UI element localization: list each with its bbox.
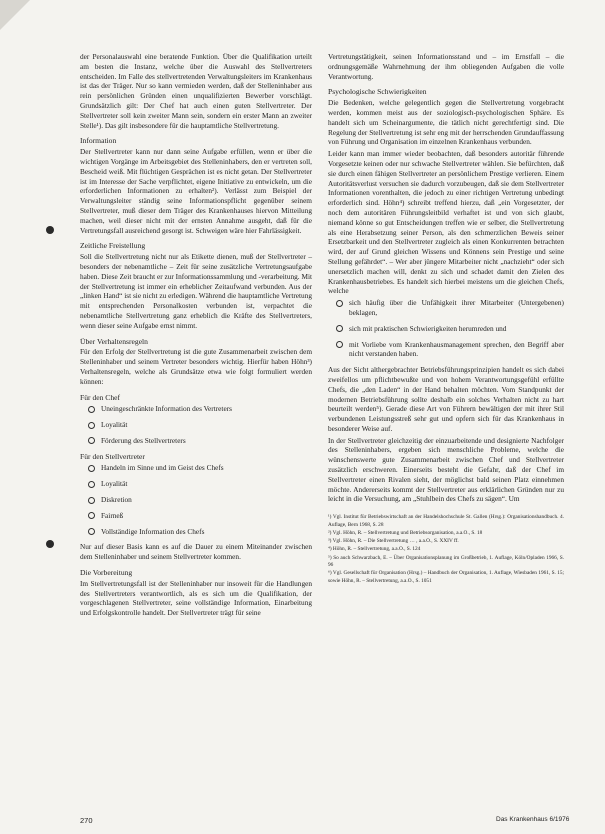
circle-bullet-icon — [88, 497, 95, 504]
left-column — [80, 52, 312, 620]
list-item: Vollständige Information des Chefs — [88, 527, 312, 537]
paragraph: Vertretungstätigkeit, seinen Informationsstand und – im Ernstfall – die ordnungsgemäße Wahrnehmung der ihm obliegenden Aufgaben die volle Verantwortung. — [328, 52, 564, 81]
punch-hole — [46, 226, 54, 234]
folded-corner — [0, 0, 30, 30]
circle-bullet-icon — [336, 325, 343, 332]
circle-bullet-icon — [88, 422, 95, 429]
circle-bullet-icon — [88, 437, 95, 444]
circle-bullet-icon — [88, 512, 95, 519]
paragraph: Die Bedenken, welche gelegentlich gegen die Stellvertretung vorgebracht werden, kommen meist aus der soziologisch-psychologischen Sphäre. Es handelt sich um Scheinargumente, die tätlich nicht gerechtfertigt sind. Die Regelung der Stellvertretung ist sehr eng mit der herrschenden Grundauffassung von Führung und Organisation im einzelnen Krankenhaus verbunden. — [328, 98, 564, 147]
page-number: 270 — [80, 816, 93, 825]
circle-bullet-icon — [88, 465, 95, 472]
list-item: Uneingeschränkte Information des Vertreters — [88, 404, 312, 414]
paragraph: Leider kann man immer wieder beobachten, daß besonders autoritär führende Vorgesetzte keinen oder nur schwache Stellvertreter wählen. Sie befürchten, daß sie durch einen fähigen Stellvertreter an persönlichem Prestige verlieren. Einem Autoritätsverlust versuchen sie dadurch vorzubeugen, daß sie dem Stellvertreter Informationen vorenthalten, die jedoch zu einer richtigen Vertretung unbedingt erforderlich sind. Höhn⁴) schreibt treffend hierzu, daß „ein Vorgesetzter, der noch dem autoritären Führungsleitbild verhaftet ist und von sich glaubt, niemand könne so gut Entscheidungen treffen wie er selber, die Stellvertretung als eine Herabsetzung seiner Person, als den schmerzlichen Beweis seiner Ersetzbarkeit und den Stellvertreter zugleich als einen Konkurrenten betrachten wird, der auf Grund gleichen Wissens und Könnens sein Prestige und seine Stellung gefährdet“. – Wer aber jüngere Mitarbeiter nicht „nachzieht“ oder sich unersetzlich machen will, denkt zu sich und schadet damit den Zielen des Krankenhausbetriebes. Es handelt sich hierbei meistens um die gleichen Chefs, welche — [328, 149, 564, 296]
punch-hole — [46, 540, 54, 548]
right-column — [328, 52, 564, 586]
section-heading: Zeitliche Freistellung — [80, 241, 146, 251]
paragraph: In der Stellvertreter gleichzeitig der einzuarbeitende und designierte Nachfolger des Stelleninhabers, ergeben sich menschliche Probleme, welche die wünschenswerte gute Zusammenarbeit zwischen Chef und Stellvertreter zusätzlich erschweren. Einerseits besteht die Gefahr, daß der Chef im Stellvertreter einen Rivalen sieht, der möglichst bald seinen Platz einnehmen möchte. Andererseits kommt der Stellvertreter aus erklärlichen Gründen nur zu leicht in die Versuchung, am „Stuhlbein des Chefs zu sägen“. Um — [328, 435, 564, 504]
section-heading: Psychologische Schwierigkeiten — [328, 87, 427, 97]
paragraph: Im Stellvertretungsfall ist der Stelleninhaber nur insoweit für die Handlungen des Stellvertreters verantwortlich, als es sich um die Qualifikation, der vorgeschlagenen Stellvertreter, seine vollständige Information, Einarbeitung und Erfolgskontrolle handelt. Der Stellvertreter trägt für seine — [80, 578, 312, 618]
footnote: ²) Vgl. Höhn, R. – Stellvertretung und Betriebsorganisation, a.a.O., S. 18 — [328, 529, 483, 536]
list-heading: Für den Stellvertreter — [80, 451, 145, 461]
paragraph: Nur auf dieser Basis kann es auf die Dauer zu einem Miteinander zwischen dem Stelleninhaber und seinem Stellvertreter kommen. — [80, 542, 312, 562]
circle-bullet-icon — [88, 528, 95, 535]
footnote: ¹) Vgl. Institut für Betriebswirtschaft an der Handelshochschule St. Gallen (Hrsg.): Organisationshandbuch. 4. Auflage, Bern 1968, S. 28 — [328, 514, 564, 528]
paragraph: Aus der Sicht althergebrachter Betriebsführungsprinzipien handelt es sich dabei zweifellos um pflichtbewußte und von hohem Verantwortungsgefühl erfüllte Chefs, die „den Laden“ in der Hand behalten möchten. Vom Standpunkt der modernen Betriebsführung sollte deshalb ein solches Verhalten nicht zu hart beurteilt werden⁵). Gerade diese Art von Führern bewältigen der mit ihrer Stil verbundenen Leistungsstreß sehr gut und opfern sich für das Krankenhaus in besonderer Weise auf. — [328, 365, 564, 433]
list-item: Loyalität — [88, 479, 312, 489]
list-item: mit Vorliebe vom Krankenhausmanagement sprechen, den Begriff aber nicht verstanden haben. — [336, 340, 564, 360]
chef-traits-list — [336, 298, 564, 359]
chef-list — [88, 404, 312, 445]
section-heading: Über Verhaltensregeln — [80, 336, 148, 346]
list-item: Loyalität — [88, 420, 312, 430]
footnote: ⁵) So auch Schwarzbach, E. – Über Organisationsplanung im Großbetrieb, 1. Auflage, Köln/Opladen 1966, S. 96 — [328, 554, 564, 569]
footnote: ³) Vgl. Höhn, R. – Die Stellvertretung … , a.a.O., S. XXIV ff. — [328, 538, 459, 545]
stellvertreter-list — [88, 463, 312, 536]
section-heading: Information — [80, 136, 117, 146]
list-item: Handeln im Sinne und im Geist des Chefs — [88, 463, 312, 473]
footnotes — [328, 514, 564, 585]
circle-bullet-icon — [336, 300, 343, 307]
list-item: sich mit praktischen Schwierigkeiten herumreden und — [336, 324, 564, 334]
list-item: Diskretion — [88, 495, 312, 505]
paragraph: Der Stellvertreter kann nur dann seine Aufgabe erfüllen, wenn er über die wichtigen Vorgänge im Arbeitsgebiet des Stelleninhabers, den er vertreten soll, Bescheid weiß. Mit flüchtigen Gesprächen ist es nicht getan. Der Stellvertreter ist im Interesse der Sache verpflichtet, eigene Initiative zu entwickeln, um die erforderlichen Informationen zu erhalten²). Verlässt zum Beispiel der Verwaltungsleiter ständig seine Informationspflicht gegenüber seinem Stellvertreter, muß dieser dem Träger des Krankenhauses hiervon Mitteilung machen, weil dieser nicht mit der ernsten Annahme ausgeht, daß für die Vertretungsfall ausreichend gesorgt ist. Schweigen wäre hier Fahrlässigkeit. — [80, 147, 312, 235]
footnote: ⁶) Vgl. Gesellschaft für Organisation (Hrsg.) – Handbuch der Organisation, 1. Auflage, Wiesbaden 1961, S. 15; sowie Höhn, R. – Stellvertretung, a.a.O., S. 1051 — [328, 570, 564, 584]
circle-bullet-icon — [88, 406, 95, 413]
list-item: Förderung des Stellvertreters — [88, 436, 312, 446]
list-item: sich häufig über die Unfähigkeit ihrer Mitarbeiter (Untergebenen) beklagen, — [336, 298, 564, 318]
paragraph: der Personalauswahl eine beratende Funktion. Über die Qualifikation urteilt am besten die Instanz, welche über die Auswahl des Stellvertreters entscheiden. Im Falle des stellvertretenden Verwaltungsleiters im Krankenhaus ist das der Träger. Nur so kann vermieden werden, daß der Stelleninhaber aus rein persönlichen Gründen einen unqualifizierten Bewerber vorschlägt. Grundsätzlich gilt: Der Chef hat auch einen guten Stellvertreter. Der Stellvertreter soll kein zweiter Mann sein, sondern ein erster Mann an zweiter Stelle¹). Das gilt insbesondere für die hauptamtliche Stellvertretung. — [80, 52, 312, 130]
circle-bullet-icon — [336, 341, 343, 348]
list-item: Fairneß — [88, 511, 312, 521]
section-heading: Die Vorbereitung — [80, 568, 133, 578]
circle-bullet-icon — [88, 481, 95, 488]
journal-name: Das Krankenhaus 6/1976 — [496, 816, 570, 823]
footnote: ⁴) Höhn, R. – Stellvertretung, a.a.O., S. 124 — [328, 546, 421, 553]
paragraph: Soll die Stellvertretung nicht nur als Etikette dienen, muß der Stellvertreter – besonders der nebenamtliche – Zeit für seine zusätzliche Vertretungsaufgabe haben. Diese Zeit braucht er zur Informationssammlung und -verarbeitung. Mit der Stellvertretung ist immer ein erheblicher Zeitaufwand verbunden. Aus der „linken Hand“ ist sie nicht zu erledigen. Während die hauptamtliche Vertretung mit entsprechenden Personalkosten verbunden ist, verpachtet die nebenamtliche Stellvertretung ganz erheblich die Kräfte des Stellvertreters, wenn dieser seine Aufgabe ernst nimmt. — [80, 252, 312, 330]
paragraph: Für den Erfolg der Stellvertretung ist die gute Zusammenarbeit zwischen dem Stelleninhaber und seinem Vertreter besonders wichtig. Hierfür haben Höhn³) Verhaltensregeln, welche als Grundsätze etwa wie folgt formuliert werden können: — [80, 347, 312, 386]
list-heading: Für den Chef — [80, 392, 121, 402]
